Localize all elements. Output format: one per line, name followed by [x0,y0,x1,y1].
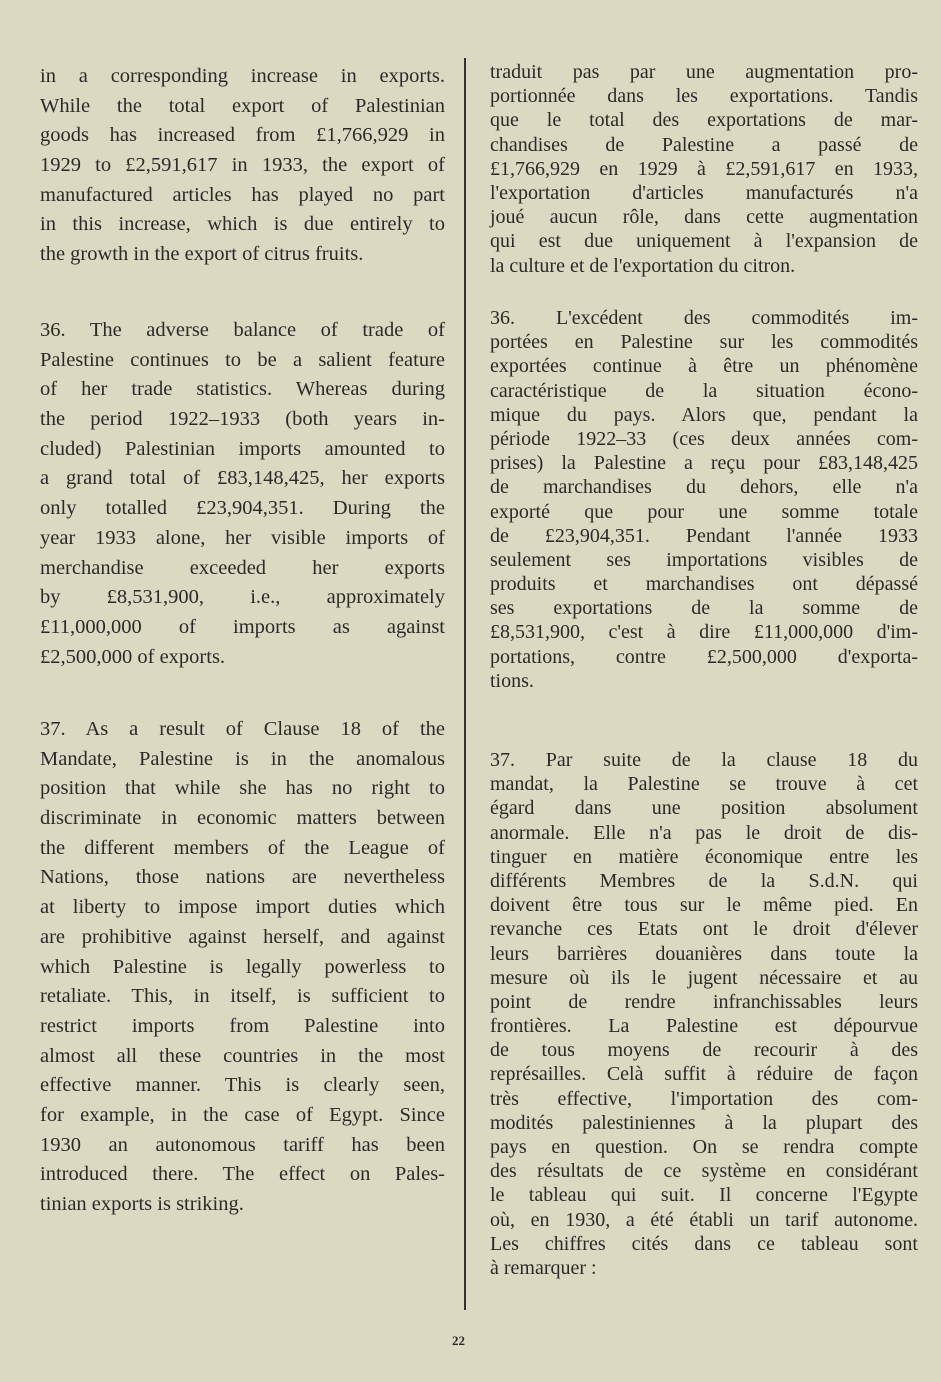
text-line: période 1922–33 (ces deux années com- [490,427,918,450]
text-line: by £8,531,900, i.e., approximately [40,586,445,609]
text-line: 1930 an autonomous tariff has been [40,1133,445,1156]
text-line: frontières. La Palestine est dépourvue [490,1015,918,1038]
text-line: des résultats de ce système en considérant [490,1160,918,1183]
text-line: restrict imports from Palestine into [40,1014,445,1037]
text-line: tinguer en matière économique entre les [490,845,918,868]
text-line: de £23,904,351. Pendant l'année 1933 [490,524,918,547]
text-line: pays en question. On se rendra compte [490,1136,918,1158]
text-line: caractéristique de la situation écono- [490,379,918,402]
text-line: for example, in the case of Egypt. Since [40,1103,445,1126]
text-line: £2,500,000 of exports. [40,645,226,668]
text-line: While the total export of Palestinian [40,94,445,117]
page-number: 22 [452,1333,465,1348]
text-line: cluded) Palestinian imports amounted to [40,437,445,460]
text-line: chandises de Palestine a passé de [490,133,918,156]
text-line: a grand total of £83,148,425, her exports [40,467,445,490]
text-line: la culture et de l'exportation du citron. [490,254,796,277]
text-line: of her trade statistics. Whereas during [40,378,445,401]
text-line: 37. Par suite de la clause 18 du [490,749,918,771]
text-line: l'exportation d'articles manufacturés n'a [490,181,918,204]
text-line: où, en 1930, a été établi un tarif autonome. [490,1208,918,1231]
text-line: Nations, those nations are nevertheless [40,866,445,889]
text-line: £8,531,900, c'est à dire £11,000,000 d'im- [490,621,918,644]
text-line: 36. The adverse balance of trade of [40,319,445,341]
text-line: tinian exports is striking. [40,1193,244,1215]
text-line: in a corresponding increase in exports. [40,65,445,87]
text-line: ses exportations de la somme de [490,597,918,620]
text-line: prises) la Palestine a reçu pour £83,148,425 [490,452,918,475]
english-paragraph [40,715,445,1220]
text-line: produits et marchandises ont dépassé [490,573,918,596]
text-line: effective manner. This is clearly seen, [40,1074,445,1097]
text-line: revanche ces Etats ont le droit d'élever [490,918,918,941]
text-line: portations, contre £2,500,000 d'exporta- [490,645,918,668]
text-line: year 1933 alone, her visible imports of [40,526,445,549]
french-paragraph [490,60,918,278]
text-line: retaliate. This, in itself, is sufficient to [40,985,445,1008]
text-line: manufactured articles has played no part [40,183,445,206]
text-line: Les chiffres cités dans ce tableau sont [490,1232,918,1255]
text-line: introduced there. The effect on Pales- [40,1163,445,1186]
text-line: the different members of the League of [40,836,445,859]
text-line: Palestine continues to be a salient feature [40,348,445,371]
text-line: le tableau qui suit. Il concerne l'Egypte [490,1184,918,1207]
text-line: que le total des exportations de mar- [490,109,918,132]
text-line: 37. As a result of Clause 18 of the [40,718,445,740]
text-line: portées en Palestine sur les commodités [490,331,918,354]
french-paragraph [490,748,918,1280]
text-line: mique du pays. Alors que, pendant la [490,403,918,426]
french-paragraph [490,306,918,693]
text-line: traduit pas par une augmentation pro- [490,61,918,83]
text-line: différents Membres de la S.d.N. qui [490,869,918,892]
text-line: which Palestine is legally powerless to [40,955,445,978]
text-line: portionnée dans les exportations. Tandis [490,85,918,108]
text-line: at liberty to impose import duties which [40,896,445,919]
text-line: modités palestiniennes à la plupart des [490,1111,918,1134]
text-line: goods has increased from £1,766,929 in [40,124,445,147]
text-line: discriminate in economic matters between [40,807,445,830]
text-line: égard dans une position absolument [490,797,918,820]
text-line: 36. L'excédent des commodités im- [490,307,918,329]
text-line: seulement ses importations visibles de [490,548,918,571]
text-line: Mandate, Palestine is in the anomalous [40,747,445,770]
text-line: the period 1922–1933 (both years in- [40,408,445,431]
text-line: are prohibitive against herself, and against [40,925,445,948]
english-paragraph [40,62,445,270]
text-line: mandat, la Palestine se trouve à cet [490,773,918,796]
text-line: point de rendre infranchissables leurs [490,990,918,1013]
text-line: mesure où ils le jugent nécessaire et au [490,966,918,989]
text-line: très effective, l'importation des com- [490,1087,918,1110]
text-line: qui est due uniquement à l'expansion de [490,230,918,253]
text-line: joué aucun rôle, dans cette augmentation [490,206,918,229]
text-line: exporté que pour une somme totale [490,500,918,523]
text-line: anormale. Elle n'a pas le droit de dis- [490,821,918,844]
text-line: représailles. Celà suffit à réduire de façon [490,1063,918,1086]
text-line: 1929 to £2,591,617 in 1933, the export of [40,154,445,177]
text-line: in this increase, which is due entirely to [40,213,445,236]
text-line: tions. [490,669,534,692]
text-line: only totalled £23,904,351. During the [40,497,445,520]
text-line: almost all these countries in the most [40,1044,445,1067]
text-line: £1,766,929 en 1929 à £2,591,617 en 1933, [490,157,918,180]
text-line: leurs barrières douanières dans toute la [490,942,918,965]
text-line: de marchandises du dehors, elle n'a [490,476,918,499]
text-line: de tous moyens de recourir à des [490,1039,918,1062]
text-line: exportées continue à être un phénomène [490,355,918,378]
text-line: the growth in the export of citrus fruits. [40,243,364,266]
text-line: position that while she has no right to [40,777,445,800]
text-line: doivent être tous sur le même pied. En [490,894,918,917]
column-divider [464,58,466,1310]
text-line: £11,000,000 of imports as against [40,615,445,638]
english-paragraph [40,316,445,672]
text-line: merchandise exceeded her exports [40,556,445,579]
text-line: à remarquer : [490,1256,597,1279]
